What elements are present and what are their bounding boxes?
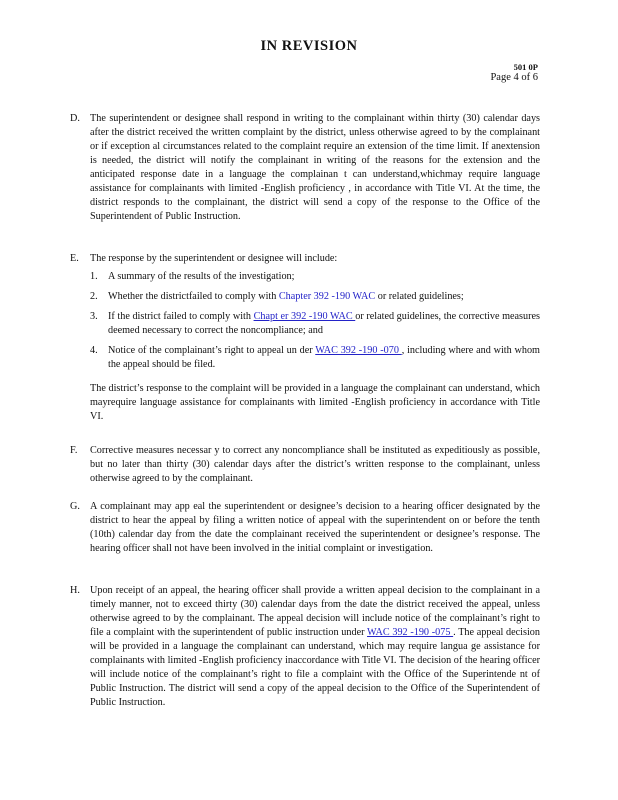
section-letter: F.: [70, 445, 78, 456]
section-letter: G.: [70, 501, 80, 512]
wac-chapter-link[interactable]: Chapt er 392 -190 WAC: [253, 311, 356, 322]
section-letter: E.: [70, 253, 79, 264]
wac-chapter-link[interactable]: Chapter 392 -190 WAC: [278, 291, 376, 302]
response-items-list: [90, 270, 540, 372]
section-h-text: [90, 584, 540, 710]
policy-code: 501 0P: [513, 62, 538, 72]
page-number: Page 4 of 6: [490, 72, 538, 83]
section-d: [70, 112, 540, 224]
list-item: [90, 290, 540, 304]
section-h-text-part: Upon receipt of an appeal, the hearing officer shall provide a written appeal decision to the complainant in a timely manner, not to exceed thirty (30) calendar days from the date the district received the appeal, unless otherwise agreed to by the complainant. The appeal decision will include notice of the complainant’s right to file a complaint with the superintendent of public instruction under: [90, 585, 540, 638]
wac-075-link[interactable]: WAC 392 -190 -075: [367, 627, 454, 638]
item-text: A summary of the results of the investigation;: [108, 271, 295, 282]
section-letter: D.: [70, 113, 80, 124]
section-g-text: A complainant may app eal the superintendent or designee’s decision to a hearing officer designated by the district to hear the appeal by filing a written notice of appeal with the superintendent on or before the tenth (10th) calendar day from the date the complainant received the superintendent or designee’s response. The hearing officer shall not have been involved in the initial complaint or investigation.: [90, 501, 540, 554]
section-f: [70, 444, 540, 486]
item-number: 4.: [90, 345, 98, 356]
list-item: [90, 344, 540, 372]
section-f-text: Corrective measures necessar y to correct any noncompliance shall be instituted as expeditiously as possible, but no later than thirty (30) calendar days after the district’s written response to the complainant, unless otherwise agreed to by the complainant.: [90, 445, 540, 484]
item-text: or related guidelines, the corrective measures deemed necessary to correct the noncompliance; and: [108, 311, 540, 336]
item-text: If the district failed to comply with: [108, 311, 254, 322]
item-number: 2.: [90, 291, 98, 302]
section-e: [70, 252, 540, 424]
wac-070-link[interactable]: WAC 392 -190 -070: [315, 345, 402, 356]
section-e-intro: The response by the superintendent or designee will include:: [90, 253, 338, 264]
item-number: 3.: [90, 311, 98, 322]
item-text: Whether the districtfailed to comply with: [108, 291, 279, 302]
section-e-closing: The district’s response to the complaint will be provided in a language the complainant can understand, which mayrequire language assistance for complainants with limited -English proficiency in accordance with Title VI.: [90, 383, 540, 422]
section-h: [70, 584, 540, 710]
item-text: Notice of the complainant’s right to appeal un der: [108, 345, 316, 356]
item-text: or related guidelines;: [375, 291, 464, 302]
section-d-text: The superintendent or designee shall respond in writing to the complainant within thirty (30) calendar days after the district received the written complaint by the district, unless otherwise agreed to by the complainant or if exception al circumstances related to the complaint require an extension of the time limit. If anextension is needed, the district will notify the complainant in writing of the reasons for the extension and the anticipated response date in a language the complainan t can understand,whichmay require language assistance for complainants with limited -English proficiency , in accordance with Title VI. At the time, the district responds to the complainant, the district will send a copy of the response to the Office of the Superintendent of Public Instruction.: [90, 113, 540, 222]
item-number: 1.: [90, 271, 98, 282]
item-text: , including where and with whom the appeal should be filed.: [108, 345, 540, 370]
section-g: [70, 500, 540, 556]
list-item: [90, 270, 540, 284]
section-letter: H.: [70, 585, 80, 596]
list-item: [90, 310, 540, 338]
document-title: IN REVISION: [260, 38, 358, 54]
section-h-text-part: . The appeal decision will be provided in a language the complainant can understand, which may require langua ge assistance for complainants with limited -English proficiency inaccordance with Title VI. The decision of the hearing officer will include notice of the complainant’s right to file a complaint with the Office of the Superintende nt of Public Instruction. The district will send a copy of the appeal decision to the Office of the Superintendent of Public Instruction.: [90, 627, 540, 708]
